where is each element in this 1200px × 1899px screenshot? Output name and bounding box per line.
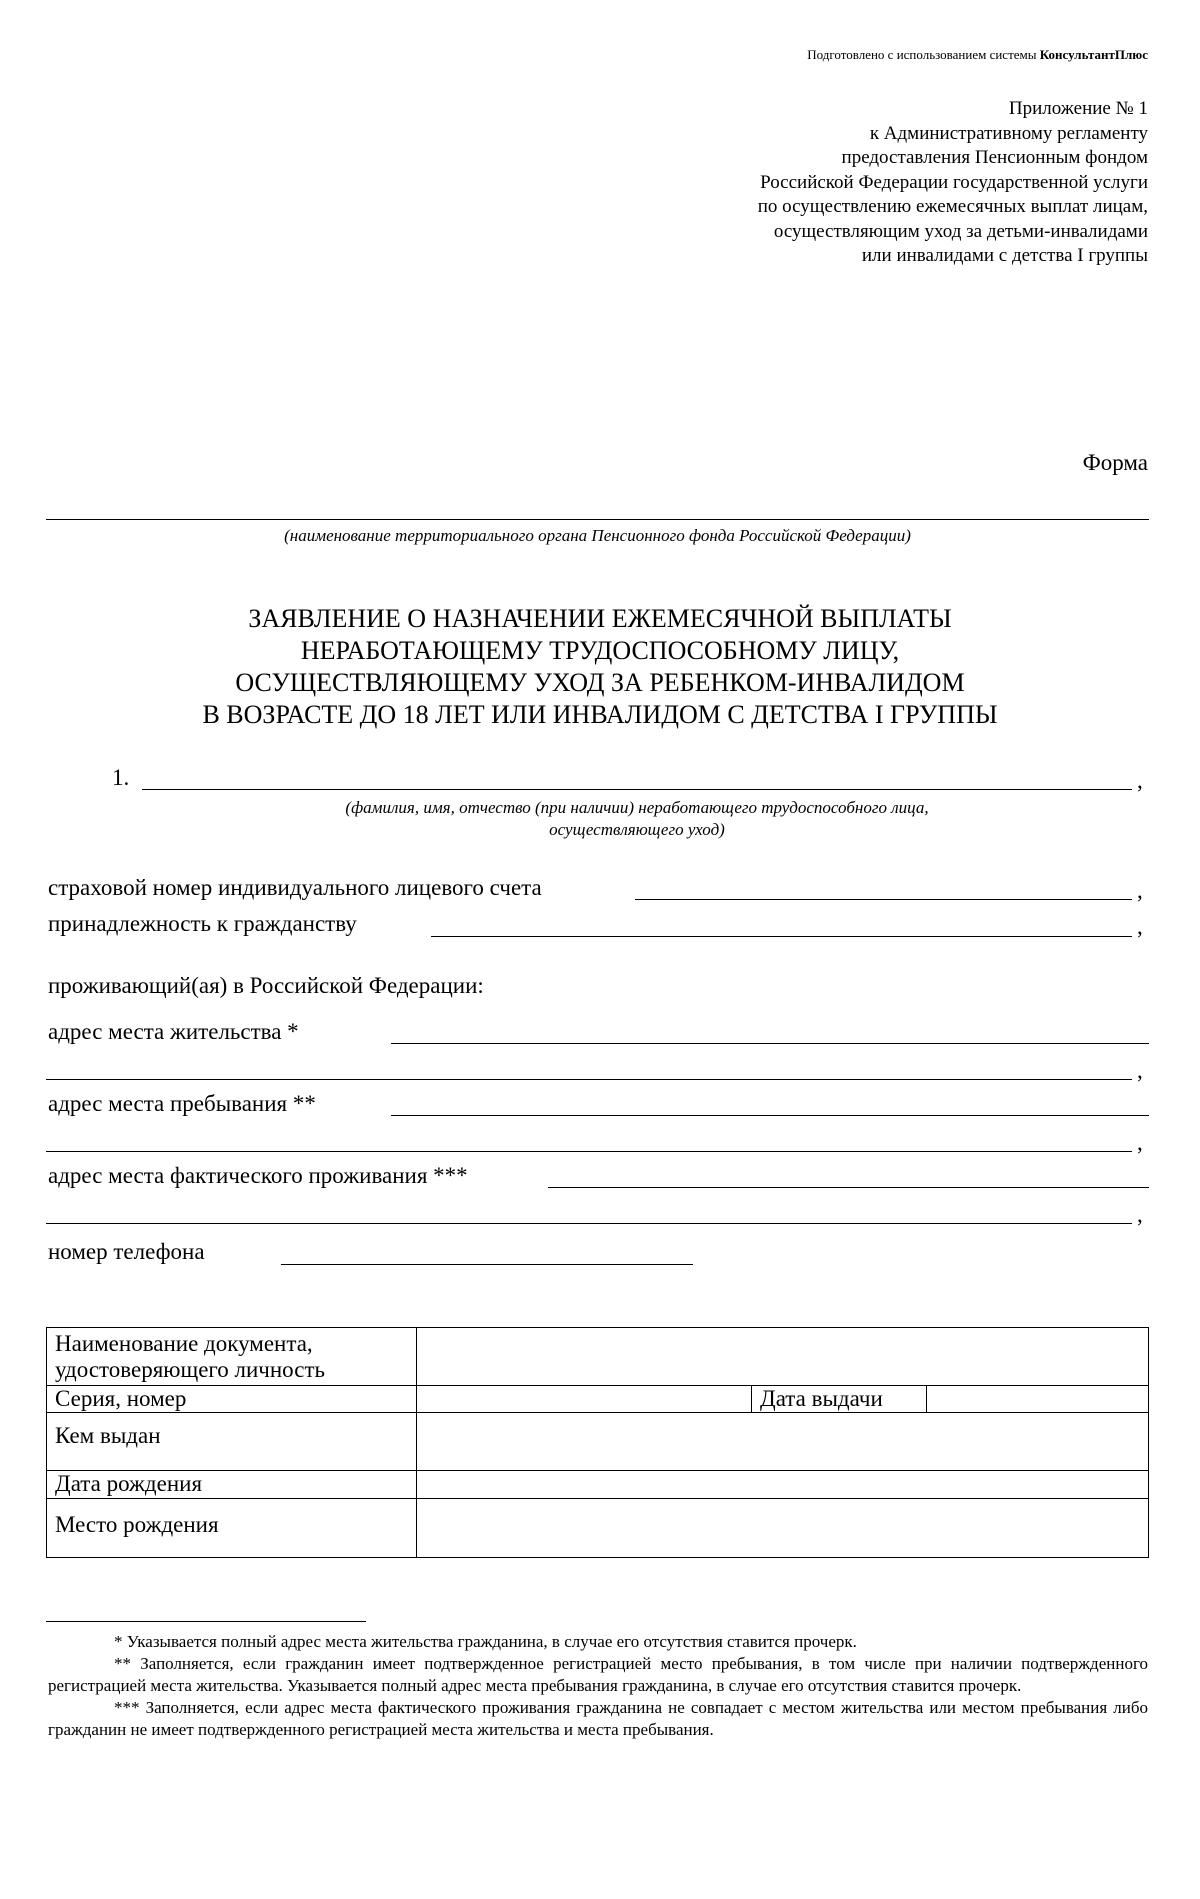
comma: , [1137,1058,1143,1083]
birth-date-label: Дата рождения [47,1471,417,1499]
footnote-separator [46,1621,366,1622]
snils-label: страховой номер индивидуального лицевого счета [48,875,542,900]
document-title [50,603,1150,731]
issued-by-label: Кем выдан [47,1413,417,1471]
stay-address-label: адрес места пребывания ** [48,1091,316,1116]
birth-date-input[interactable] [417,1471,1149,1499]
appendix-line: или инвалидами с детства I группы [861,245,1148,266]
prepared-with-note [807,47,1148,63]
issued-by-input[interactable] [417,1413,1149,1471]
residence-address-field[interactable] [391,1043,1149,1044]
brand-name: КонсультантПлюс [1039,47,1148,62]
issue-date-label: Дата выдачи [752,1386,927,1413]
table-row [47,1413,1149,1471]
appendix-line: по осуществлению ежемесячных выплат лицам, [757,196,1148,217]
footnotes [48,1631,1148,1741]
org-name-caption: (наименование территориального органа Пенсионного фонда Российской Федерации) [284,526,911,545]
cell-line: удостоверяющего личность [55,1357,325,1382]
birth-place-label: Место рождения [47,1499,417,1558]
residing-label: проживающий(ая) в Российской Федерации: [48,973,484,998]
appendix-line: осуществляющим уход за детьми-инвалидами [773,220,1148,242]
title-line: В ВОЗРАСТЕ ДО 18 ЛЕТ ИЛИ ИНВАЛИДОМ С ДЕТСТВА I ГРУППЫ [202,700,998,729]
table-row [47,1328,1149,1386]
comma: , [1137,878,1143,903]
cell-line: Наименование документа, [55,1331,313,1356]
caption-line: (фамилия, имя, отчество (при наличии) неработающего трудоспособного лица, [345,798,929,817]
citizenship-label: принадлежность к гражданству [48,911,357,936]
appendix-line: Российской Федерации государственной услуги [760,171,1148,193]
footnote: *** Заполняется, если адрес места фактического проживания гражданина не совпадает с местом жительства или местом пребывания либо гражданин не имеет подтвержденного регистрацией места жительства и места пребывания. [48,1698,1148,1739]
table-row [47,1386,1149,1413]
series-number-input[interactable] [417,1386,752,1413]
phone-field[interactable] [281,1264,693,1265]
birth-place-input[interactable] [417,1499,1149,1558]
form-label: Форма [1082,450,1148,475]
snils-field[interactable] [635,899,1132,900]
issue-date-input[interactable] [927,1386,1149,1413]
table-row [47,1471,1149,1499]
title-line: НЕРАБОТАЮЩЕМУ ТРУДОСПОСОБНОМУ ЛИЦУ, [300,636,900,665]
stay-address-field[interactable] [391,1115,1149,1116]
prepared-prefix: Подготовлено с использованием системы [807,47,1037,62]
appendix-line: Приложение № 1 [1008,98,1148,119]
appendix-line: предоставления Пенсионным фондом [841,147,1148,168]
comma: , [1137,1130,1143,1155]
series-number-label: Серия, номер [47,1386,417,1413]
actual-address-label: адрес места фактического проживания *** [48,1163,468,1188]
title-line: ОСУЩЕСТВЛЯЮЩЕМУ УХОД ЗА РЕБЕНКОМ-ИНВАЛИДОМ [235,668,965,697]
caption-line: осуществляющего уход) [549,820,725,839]
residence-address-label: адрес места жительства * [48,1019,299,1044]
org-name-field[interactable] [46,519,1149,520]
comma: , [1137,768,1143,793]
actual-address-field[interactable] [548,1187,1149,1188]
residence-address-field-2[interactable] [46,1079,1132,1080]
stay-address-field-2[interactable] [46,1151,1132,1152]
footnote: ** Заполняется, если гражданин имеет подтвержденное регистрацией место пребывания, в том числе при наличии подтвержденного регистрацией места жительства. Указывается полный адрес места пребывания гражданина, в случае его отсутствия ставится прочерк. [48,1654,1148,1695]
comma: , [1137,1202,1143,1227]
footnote: * Указывается полный адрес места жительства гражданина, в случае его отсутствия ставится прочерк. [114,1632,857,1651]
item-number: 1. [112,765,130,790]
table-row [47,1499,1149,1558]
doc-name-label [47,1328,417,1386]
appendix-block [758,97,1148,269]
actual-address-field-2[interactable] [46,1223,1132,1224]
title-line: ЗАЯВЛЕНИЕ О НАЗНАЧЕНИИ ЕЖЕМЕСЯЧНОЙ ВЫПЛАТЫ [248,604,952,633]
id-document-table [46,1327,1149,1558]
full-name-caption [142,797,1132,841]
citizenship-field[interactable] [431,936,1132,937]
phone-label: номер телефона [48,1239,205,1264]
comma: , [1137,914,1143,939]
full-name-field[interactable] [142,789,1132,790]
appendix-line: к Административному регламенту [869,122,1148,144]
doc-name-input[interactable] [417,1328,1149,1386]
